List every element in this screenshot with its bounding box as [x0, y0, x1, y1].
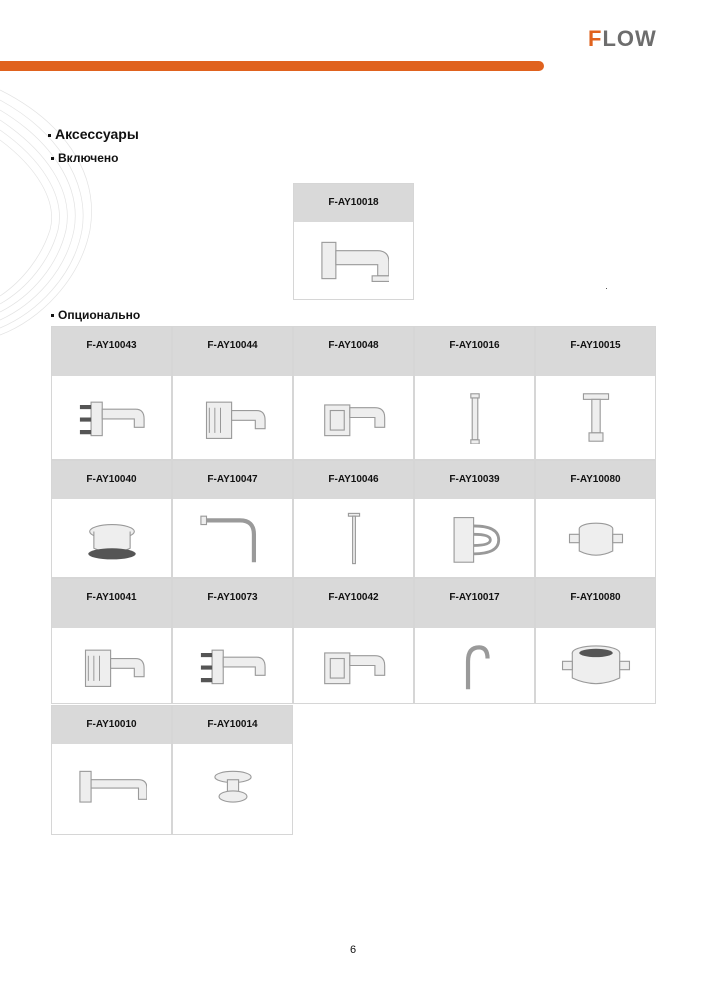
wall-mount-bracket-icon [319, 234, 389, 287]
accessory-image [415, 376, 534, 459]
accessory-code: F-AY10041 [52, 579, 171, 630]
ceiling-mount-icon [198, 763, 268, 816]
accessory-image [536, 376, 655, 459]
accessory-cell [414, 578, 535, 704]
gooseneck-mount-icon [198, 512, 268, 565]
bullet-icon [48, 134, 51, 137]
pendant-adapter-icon [561, 512, 631, 565]
accessory-image [294, 499, 413, 577]
accessory-cell [172, 578, 293, 704]
accessory-code: F-AY10043 [52, 327, 171, 378]
accessory-cell [172, 705, 293, 835]
accessory-image [173, 499, 292, 577]
pendant-adapter-large-icon [561, 639, 631, 692]
wall-mount-junction-box-icon [319, 639, 389, 692]
accessory-code: F-AY10040 [52, 461, 171, 501]
accessory-code: F-AY10014 [173, 706, 292, 746]
accessory-image [294, 222, 413, 299]
accessory-cell [51, 460, 172, 578]
hook-pendant-icon [440, 639, 510, 692]
long-arm-wall-mount-icon [77, 763, 147, 816]
corner-mount-bracket-icon [77, 639, 147, 692]
accessory-image [536, 499, 655, 577]
accessory-image [173, 628, 292, 703]
accessory-code: F-AY10048 [294, 327, 413, 378]
accessory-cell [414, 460, 535, 578]
accessory-cell [172, 326, 293, 460]
pole-clamp-icon [440, 512, 510, 565]
accessory-image [52, 376, 171, 459]
accessory-code: F-AY10015 [536, 327, 655, 378]
accessory-cell [535, 578, 656, 704]
accessory-cell [51, 578, 172, 704]
accessory-code: F-AY10016 [415, 327, 534, 378]
optional-heading: Опционально [51, 308, 140, 322]
accessory-image [415, 499, 534, 577]
accessory-cell [51, 326, 172, 460]
accessory-code: F-AY10042 [294, 579, 413, 630]
accessory-image [52, 628, 171, 703]
brand-logo: FLOW [588, 26, 657, 51]
accessory-code: F-AY10017 [415, 579, 534, 630]
accessory-cell [414, 326, 535, 460]
pole-mount-bracket-icon [77, 391, 147, 444]
accessory-code: F-AY10046 [294, 461, 413, 501]
bullet-icon [51, 314, 54, 317]
accessory-image [294, 376, 413, 459]
accessory-image [294, 628, 413, 703]
accessory-code: F-AY10039 [415, 461, 534, 501]
header-accent-bar [0, 61, 544, 71]
in-ceiling-mount-icon [77, 512, 147, 565]
accessory-cell [535, 460, 656, 578]
accessory-code: F-AY10010 [52, 706, 171, 746]
included-heading: Включено [51, 151, 118, 165]
accessory-code: F-AY10080 [536, 461, 655, 501]
accessory-code: F-AY10047 [173, 461, 292, 501]
pole-mount-bracket-icon [198, 639, 268, 692]
accessory-image [52, 744, 171, 834]
stray-dot [606, 288, 607, 289]
decorative-swirl [0, 80, 120, 340]
corner-mount-bracket-icon [198, 391, 268, 444]
accessory-code: F-AY10018 [294, 184, 413, 224]
accessory-cell [293, 460, 414, 578]
page-number: 6 [349, 944, 357, 956]
wall-mount-junction-box-icon [319, 391, 389, 444]
accessory-cell [293, 183, 414, 300]
pendant-pipe-icon [440, 391, 510, 444]
accessory-image [536, 628, 655, 703]
accessory-cell [293, 326, 414, 460]
accessory-image [173, 376, 292, 459]
accessory-cell [535, 326, 656, 460]
accessory-cell [172, 460, 293, 578]
bullet-icon [51, 157, 54, 160]
pendant-pipe-short-icon [561, 391, 631, 444]
accessory-code: F-AY10080 [536, 579, 655, 630]
accessory-cell [51, 705, 172, 835]
accessory-cell [293, 578, 414, 704]
accessory-image [173, 744, 292, 834]
accessory-code: F-AY10073 [173, 579, 292, 630]
accessory-code: F-AY10044 [173, 327, 292, 378]
accessory-image [52, 499, 171, 577]
section-title: Аксессуары [48, 126, 139, 142]
long-pendant-pipe-icon [319, 512, 389, 565]
accessory-image [415, 628, 534, 703]
